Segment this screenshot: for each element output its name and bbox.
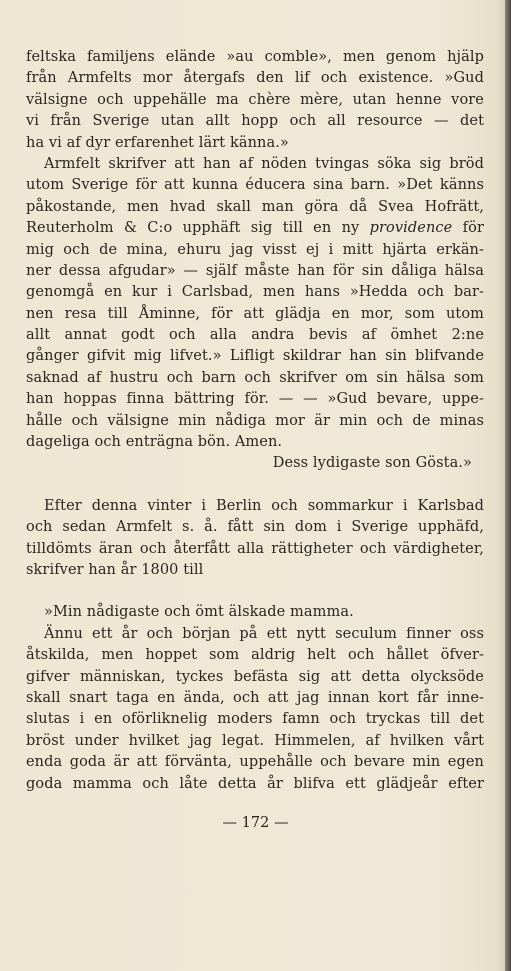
text-line: ha vi af dyr erfarenhet lärt känna.» (26, 134, 289, 151)
text-line: och sedan Armfelt s. å. fått sin dom i Sverige upphäfd, (26, 519, 484, 536)
body-text (26, 47, 484, 795)
text-line: genomgå en kur i Carlsbad, men hans »Hedda och bar- (26, 284, 484, 301)
letter-signature: Dess lydigaste son Gösta.» (272, 455, 472, 472)
text-line: saknad af hustru och barn och skrifver om sin hälsa som (26, 369, 484, 386)
page-number: — 172 — (222, 815, 289, 831)
text-line: skrifver han år 1800 till (26, 561, 204, 578)
text-line: dageliga och enträgna bön. Amen. (26, 434, 283, 451)
text-line: Efter denna vinter i Berlin och sommarkur i Karlsbad (44, 497, 484, 514)
text-line: gifver människan, tyckes befästa sig att detta olycksöde (26, 668, 484, 685)
text-line: Ännu ett år och början på ett nytt seculum finner oss (44, 625, 484, 642)
text-line: från Armfelts mor återgafs den lif och existence. »Gud (26, 70, 484, 87)
text-line: bröst under hvilket jag legat. Himmelen, af hvilken vårt (26, 732, 484, 749)
text-line: åtskilda, men hoppet som aldrig helt och hållet öfver- (26, 647, 484, 664)
text-line: ner dessa afgudar» — själf måste han för sin dåliga hälsa (26, 262, 484, 279)
text-line: allt annat godt och alla andra bevis af ömhet 2:ne (26, 327, 484, 344)
text-line: nen resa till Åminne, för att glädja en mor, som utom (26, 305, 484, 322)
text-line: hålle och välsigne min nådiga mor är min och de minas (26, 412, 484, 429)
text-line: välsigne och uppehälle ma chère mère, utan henne vore (26, 91, 484, 108)
text-line: slutas i en oförliknelig moders famn och tryckas till det (26, 711, 484, 728)
text-line: Reuterholm & C:o upphäft sig till en ny providence för (26, 220, 484, 237)
text-line: vi från Sverige utan allt hopp och all resource — det (26, 113, 484, 130)
text-line: påkostande, men hvad skall man göra då Svea Hofrätt, (26, 198, 484, 215)
text-line: enda goda är att förvänta, uppehålle och bevare min egen (26, 754, 484, 771)
text-line: goda mamma och låte detta år blifva ett glädjeår efter (26, 775, 484, 792)
text-line: feltska familjens elände »au comble», men genom hjälp (26, 49, 484, 65)
text-line: utom Sverige för att kunna éducera sina barn. »Det känns (26, 177, 484, 194)
text-line: gånger gifvit mig lifvet.» Lifligt skildrar han sin blifvande (26, 348, 484, 365)
text-line: mig och de mina, ehuru jag visst ej i mitt hjärta erkän- (26, 241, 484, 258)
text-line: tilldömts äran och återfått alla rättigheter och värdigheter, (26, 540, 484, 557)
letter-salutation: »Min nådigaste och ömt älskade mamma. (44, 604, 354, 621)
text-line: Armfelt skrifver att han af nöden tvingas söka sig bröd (44, 155, 484, 172)
text-line: han hoppas finna bättring för. — — »Gud bevare, uppe- (26, 391, 484, 408)
text-line: skall snart taga en ända, och att jag innan kort får inne- (26, 689, 484, 706)
